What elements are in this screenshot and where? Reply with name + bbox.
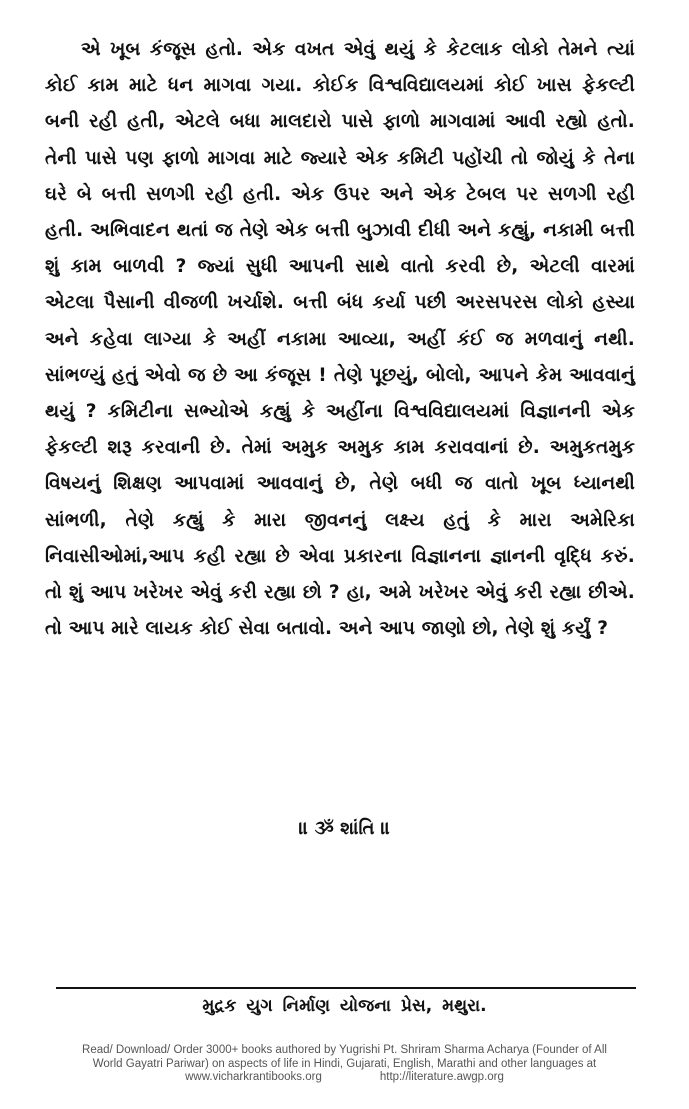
footer-link-vicharkranti[interactable]: www.vicharkrantibooks.org [185,1071,322,1083]
footer-links [0,1071,689,1085]
story-paragraph: એ ખૂબ કંજૂસ હતો. એક વખત એવું થયું કે કેટલાક લોકો તેમને ત્યાં કોઈ કામ માટે ધન માગવા ગયા. કોઈક વિશ્વવિદ્યાલયમાં કોઈ ખાસ ફેકલ્ટી બની રહી હતી, એટલે બધા માલદારો પાસે ફાળો માગવામાં આવી રહ્યો હતો. તેની પાસે પણ ફાળો માગવા માટે જ્યારે એક કમિટી પહોંચી તો જોયું કે તેના ઘરે બે બત્તી સળગી રહી હતી. એક ઉપર અને એક ટેબલ પર સળગી રહી હતી. અભિવાદન થતાં જ તેણે એક બત્તી બુઝાવી દીધી અને કહ્યું, નકામી બત્તી શું કામ બાળવી ? જ્યાં સુધી આપની સાથે વાતો કરવી છે, એટલી વારમાં એટલા પૈસાની વીજળી ખર્ચાશે. બત્તી બંધ કર્યા પછી અરસપરસ લોકો હસ્યા અને કહેવા લાગ્યા કે અહીં નકામા આવ્યા, અહીં કંઈ જ મળવાનું નથી. સાંભળ્યું હતું એવો જ છે આ કંજૂસ ! તેણે પૂછયું, બોલો, આપને કેમ આવવાનું થયું ? કમિટીના સભ્યોએ કહ્યું કે અહીંના વિશ્વવિદ્યાલયમાં વિજ્ઞાનની એક ફેકલ્ટી શરૂ કરવાની છે. તેમાં અમુક અમુક કામ કરાવવાનાં છે. અમુકતમુક વિષયનું શિક્ષણ આપવામાં આવવાનું છે, તેણે બધી જ વાતો ખૂબ ધ્યાનથી સાંભળી, તેણે કહ્યું કે મારા જીવનનું લક્ષ્ય હતું કે મારા અમેરિકા નિવાસીઓમાં,આપ કહી રહ્યા છે એવા પ્રકારના વિજ્ઞાનના જ્ઞાનની વૃદ્ધિ કરું. તો શું આપ ખરેખર એવું કરી રહ્યા છો ? હા, અમે ખરેખર એવું કરી રહ્યા છીએ. તો આપ મારે લાયક કોઈ સેવા બતાવો. અને આપ જાણો છો, તેણે શું કર્યું ? [45,39,635,640]
footer-divider [56,987,636,989]
footer-notice [0,1044,689,1085]
footer-link-awgp[interactable]: http://literature.awgp.org [379,1071,504,1083]
closing-shanti: ॥ ૐ શાંતિ ॥ [298,818,391,839]
footer-line-2: World Gayatri Pariwar) on aspects of life in Hindi, Gujarati, English, Marathi and other languages at [92,1057,597,1070]
footer-line-1: Read/ Download/ Order 3000+ books authored by Yugrishi Pt. Shriram Sharma Acharya (Founder of All [82,1044,607,1056]
printer-credit: મુદ્રક યુગ નિર્માણ યોજના પ્રેસ, મથુરા. [202,996,487,1016]
